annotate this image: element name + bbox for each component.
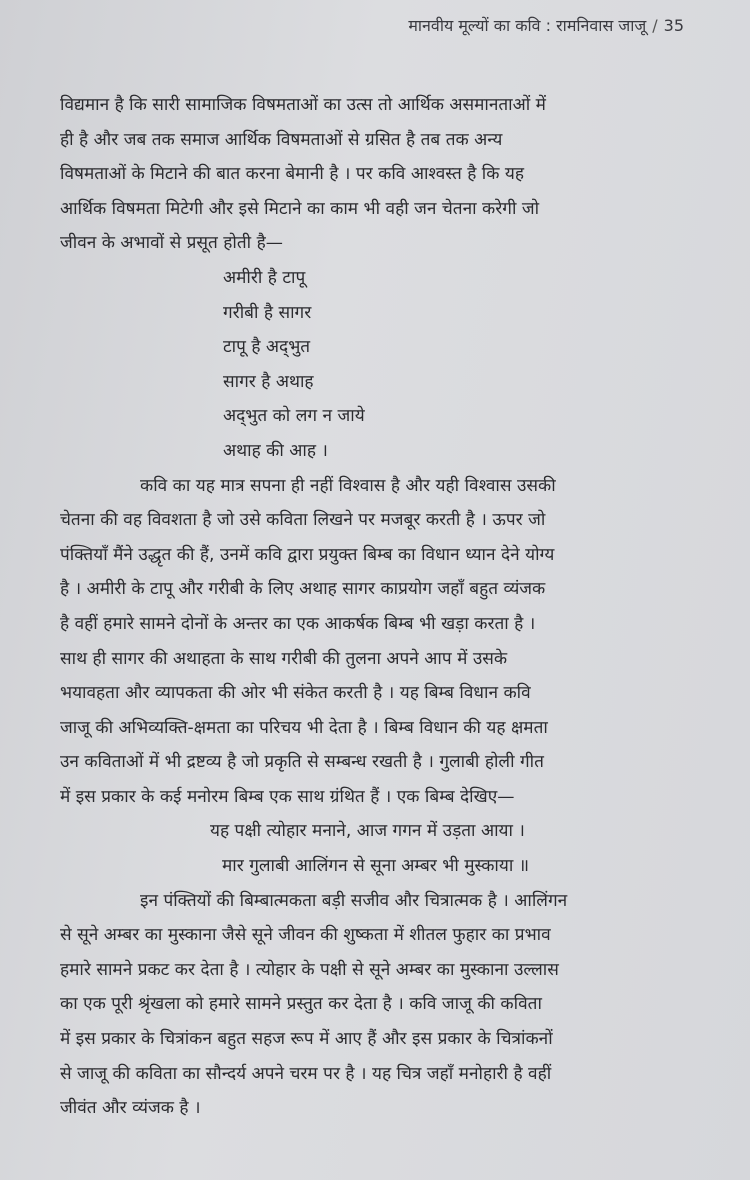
text-line: जीवन के अभावों से प्रसूत होती है— (60, 233, 283, 254)
verse-line: सागर है अथाह (223, 371, 314, 392)
text-line: से जाजू की कविता का सौन्दर्य अपने चरम पर है । यह चित्र जहाँ मनोहारी है वहीं (60, 1063, 552, 1084)
text-line: विद्यमान है कि सारी सामाजिक विषमताओं का उत्स तो आर्थिक असमानताओं में (60, 95, 546, 115)
verse-line: अथाह की आह । (223, 440, 328, 461)
text-line: में इस प्रकार के चित्रांकन बहुत सहज रूप में आए हैं और इस प्रकार के चित्रांकनों (60, 1029, 553, 1050)
text-line: है । अमीरी के टापू और गरीबी के लिए अथाह सागर काप्रयोग जहाँ बहुत व्यंजक (60, 579, 546, 600)
text-line: इन पंक्तियों की बिम्बात्मकता बड़ी सजीव और चित्रात्मक है । आलिंगन (140, 890, 568, 911)
text-line: में इस प्रकार के कई मनोरम बिम्ब एक साथ ग्रंथित हैं । एक बिम्ब देखिए— (60, 786, 515, 807)
text-line: चेतना की वह विवशता है जो उसे कविता लिखने पर मजबूर करती है । ऊपर जो (60, 510, 546, 531)
running-head-separator: / (652, 16, 658, 35)
text-line: हमारे सामने प्रकट कर देता है । त्योहार के पक्षी से सूने अम्बर का मुस्काना उल्लास (60, 959, 559, 980)
verse-line: अद्‌भुत को लग न जाये (223, 406, 365, 427)
text-line: ही है और जब तक समाज आर्थिक विषमताओं से ग्रसित है तब तक अन्य (60, 129, 503, 150)
text-line: जीवंत और व्यंजक है । (60, 1098, 201, 1119)
text-line: साथ ही सागर की अथाहता के साथ गरीबी की तुलना अपने आप में उसके (60, 648, 508, 669)
running-head (408, 14, 684, 36)
text-line: पंक्तियाँ मैंने उद्धृत की हैं, उनमें कवि द्वारा प्रयुक्त बिम्ब का विधान ध्यान देने योग्य (60, 544, 555, 565)
verse-line: गरीबी है सागर (223, 302, 312, 323)
verse-line: अमीरी है टापू (223, 267, 306, 288)
text-line: भयावहता और व्यापकता की ओर भी संकेत करती है । यह बिम्ब विधान कवि (60, 683, 531, 704)
page-number: 35 (663, 16, 684, 35)
running-head-title: मानवीय मूल्यों का कवि : रामनिवास जाजू (408, 16, 647, 35)
text-line: का एक पूरी श्रृंखला को हमारे सामने प्रस्तुत कर देता है । कवि जाजू की कविता (60, 994, 542, 1015)
text-line: है वहीं हमारे सामने दोनों के अन्तर का एक आकर्षक बिम्ब भी खड़ा करता है । (60, 613, 536, 634)
verse-line: मार गुलाबी आलिंगन से सूना अम्बर भी मुस्काया ॥ (222, 856, 530, 877)
text-line: कवि का यह मात्र सपना ही नहीं विश्वास है और यही विश्वास उसकी (140, 475, 556, 496)
text-line: विषमताओं के मिटाने की बात करना बेमानी है । पर कवि आश्वस्त है कि यह (60, 164, 524, 185)
verse-line: यह पक्षी त्योहार मनाने, आज गगन में उड़ता आया । (210, 821, 525, 842)
body-text (60, 88, 710, 1126)
text-line: आर्थिक विषमता मिटेगी और इसे मिटाने का काम भी वही जन चेतना करेगी जो (60, 198, 540, 219)
text-line: से सूने अम्बर का मुस्काना जैसे सूने जीवन की शुष्कता में शीतल फुहार का प्रभाव (60, 925, 551, 946)
verse-line: टापू है अद्‌भुत (223, 337, 311, 358)
text-line: उन कविताओं में भी द्रष्टव्य है जो प्रकृति से सम्बन्ध रखती है । गुलाबी होली गीत (60, 752, 544, 773)
text-line: जाजू की अभिव्यक्ति-क्षमता का परिचय भी देता है । बिम्ब विधान की यह क्षमता (60, 717, 548, 738)
